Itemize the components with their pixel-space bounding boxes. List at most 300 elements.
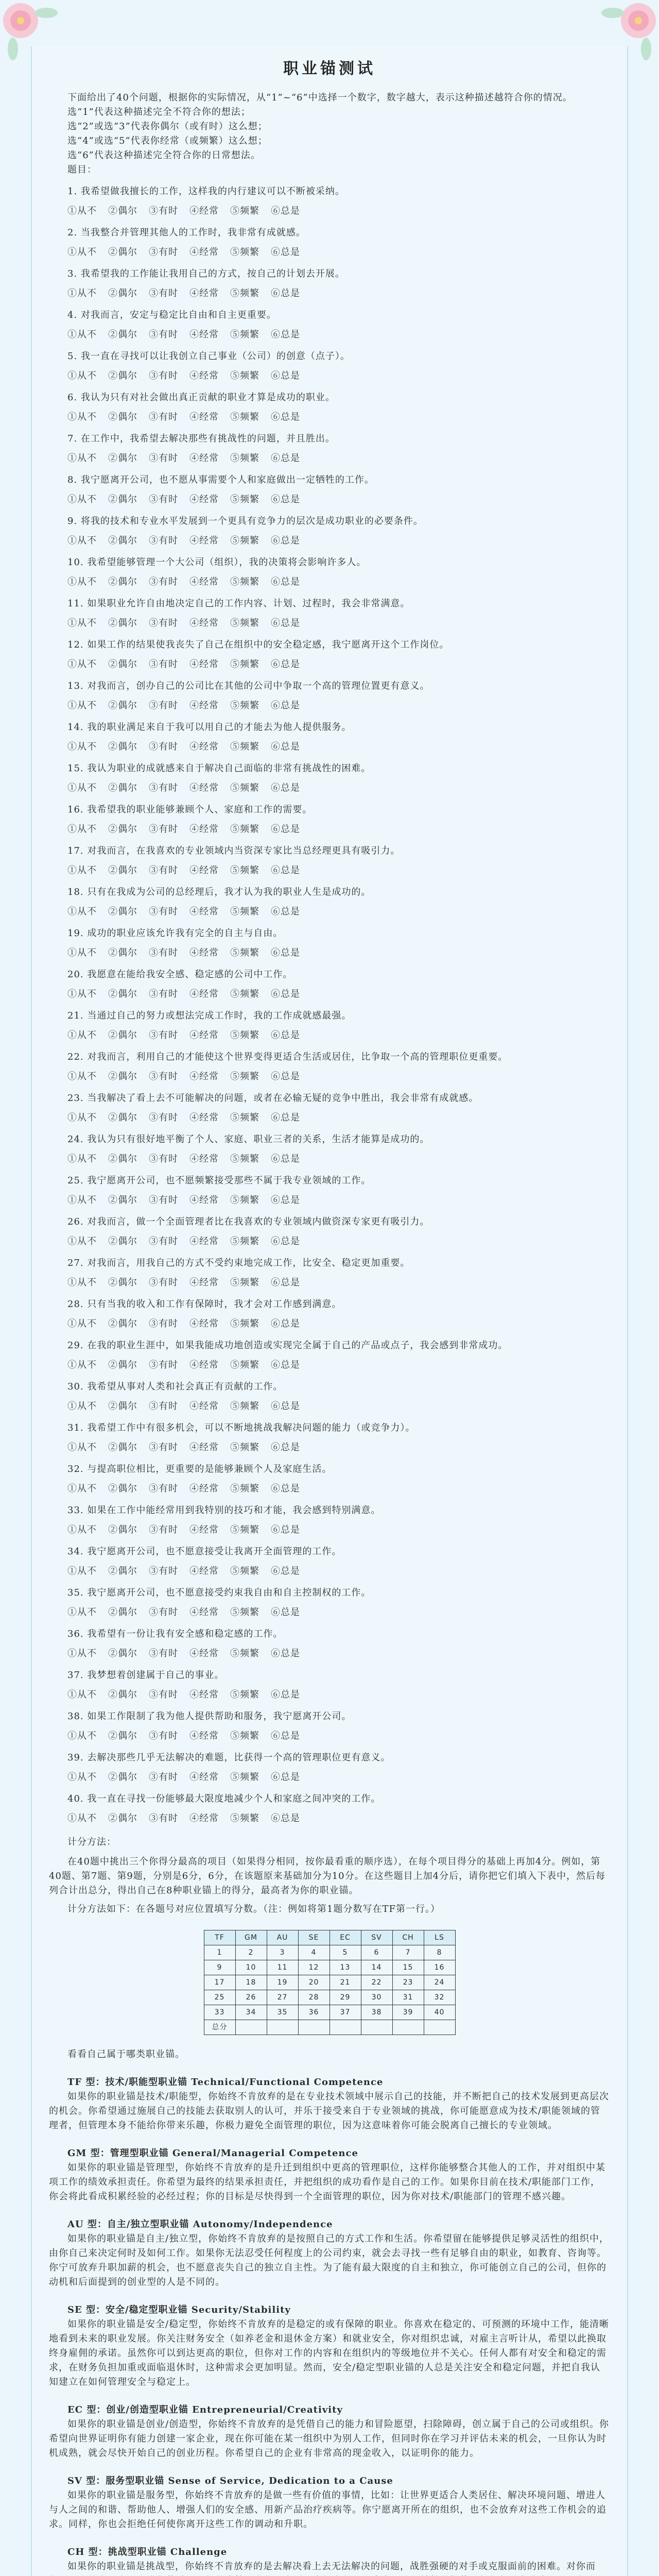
option-label[interactable]: ⑥总是 — [271, 1483, 300, 1494]
option-row — [49, 1564, 610, 1579]
table-total-row — [204, 2020, 455, 2035]
option-label[interactable]: ⑤频繁 — [230, 906, 259, 917]
option-label[interactable]: ⑤频繁 — [230, 1318, 259, 1329]
option-label[interactable]: ④经常 — [189, 741, 219, 752]
option-label[interactable]: ⑤频繁 — [230, 412, 259, 422]
option-label[interactable]: ③有时 — [149, 1071, 178, 1082]
option-label[interactable]: ③有时 — [149, 1731, 178, 1741]
question-item — [49, 555, 610, 589]
table-cell: 总分 — [204, 2020, 235, 2035]
option-label[interactable]: ②偶尔 — [108, 535, 137, 546]
option-label[interactable]: ②偶尔 — [108, 1689, 137, 1700]
intro-section — [49, 91, 610, 177]
option-label[interactable]: ④经常 — [189, 1360, 219, 1370]
option-label[interactable]: ②偶尔 — [108, 1566, 137, 1577]
option-label[interactable]: ③有时 — [149, 618, 178, 629]
option-label[interactable]: ②偶尔 — [108, 659, 137, 670]
option-label[interactable]: ④经常 — [189, 1442, 219, 1453]
option-label[interactable]: ①从不 — [67, 577, 97, 587]
option-label[interactable]: ①从不 — [67, 1607, 97, 1618]
option-label[interactable]: ②偶尔 — [108, 1483, 137, 1494]
option-label[interactable]: ③有时 — [149, 659, 178, 670]
option-label[interactable]: ①从不 — [67, 370, 97, 381]
table-cell — [235, 2020, 267, 2035]
question-text: 21. 当通过自己的努力或想法完成工作时，我的工作成就感最强。 — [67, 1010, 352, 1021]
option-label[interactable]: ①从不 — [67, 700, 97, 711]
option-label[interactable]: ①从不 — [67, 947, 97, 958]
table-header-cell: SV — [361, 1930, 392, 1945]
option-label[interactable]: ①从不 — [67, 1277, 97, 1288]
question-item — [49, 1421, 610, 1455]
option-label[interactable]: ①从不 — [67, 1772, 97, 1783]
table-row — [204, 1975, 455, 1990]
option-label[interactable]: ②偶尔 — [108, 783, 137, 793]
table-cell: 27 — [267, 1990, 298, 2005]
option-label[interactable]: ④经常 — [189, 783, 219, 793]
option-label[interactable]: ⑤频繁 — [230, 1071, 259, 1082]
option-label[interactable]: ④经常 — [189, 1772, 219, 1783]
option-label[interactable]: ③有时 — [149, 329, 178, 340]
option-label[interactable]: ①从不 — [67, 247, 97, 258]
question-text: 36. 我希望有一份让我有安全感和稳定感的工作。 — [67, 1629, 283, 1639]
option-label[interactable]: ①从不 — [67, 618, 97, 629]
option-label[interactable]: ①从不 — [67, 1030, 97, 1041]
option-row — [49, 1028, 610, 1043]
option-label[interactable]: ④经常 — [189, 824, 219, 835]
option-label[interactable]: ②偶尔 — [108, 1030, 137, 1041]
question-text: 26. 对我而言，做一个全面管理者比在我喜欢的专业领域内做资深专家更有吸引力。 — [67, 1216, 430, 1227]
option-label[interactable]: ③有时 — [149, 1607, 178, 1618]
option-label[interactable]: ⑤频繁 — [230, 1731, 259, 1741]
option-label[interactable]: ④经常 — [189, 989, 219, 999]
anchor-heading: SE 型：安全/稳定型职业锚 Security/Stability — [67, 2304, 291, 2315]
option-label[interactable]: ③有时 — [149, 1772, 178, 1783]
option-label[interactable]: ①从不 — [67, 741, 97, 752]
option-label[interactable]: ⑥总是 — [271, 1154, 300, 1164]
question-item — [49, 1462, 610, 1496]
question-item — [49, 1503, 610, 1537]
table-cell: 26 — [235, 1990, 267, 2005]
option-label[interactable]: ④经常 — [189, 1318, 219, 1329]
option-label[interactable]: ⑥总是 — [271, 412, 300, 422]
option-label[interactable]: ②偶尔 — [108, 947, 137, 958]
option-label[interactable]: ⑥总是 — [271, 1030, 300, 1041]
option-label[interactable]: ②偶尔 — [108, 453, 137, 464]
option-label[interactable]: ③有时 — [149, 906, 178, 917]
option-label[interactable]: ⑥总是 — [271, 989, 300, 999]
table-cell: 21 — [330, 1975, 361, 1990]
option-label[interactable]: ④经常 — [189, 1689, 219, 1700]
option-label[interactable]: ⑥总是 — [271, 1648, 300, 1659]
option-label[interactable]: ①从不 — [67, 1154, 97, 1164]
option-label[interactable]: ⑤频繁 — [230, 1524, 259, 1535]
option-label[interactable]: ④经常 — [189, 1236, 219, 1247]
option-label[interactable]: ④经常 — [189, 700, 219, 711]
option-label[interactable]: ①从不 — [67, 535, 97, 546]
option-label[interactable]: ⑤频繁 — [230, 206, 259, 216]
option-label[interactable]: ⑥总是 — [271, 1689, 300, 1700]
option-label[interactable]: ③有时 — [149, 1813, 178, 1824]
option-label[interactable]: ⑤频繁 — [230, 1401, 259, 1412]
option-label[interactable]: ⑤频繁 — [230, 329, 259, 340]
option-label[interactable]: ③有时 — [149, 453, 178, 464]
table-header-cell: AU — [267, 1930, 298, 1945]
intro-line: 选“4”或选“5”代表你经常（或频繁）这么想； — [67, 135, 268, 146]
option-label[interactable]: ①从不 — [67, 783, 97, 793]
option-label[interactable]: ⑥总是 — [271, 1442, 300, 1453]
option-label[interactable]: ④经常 — [189, 577, 219, 587]
option-label[interactable]: ⑤频繁 — [230, 1813, 259, 1824]
option-label[interactable]: ①从不 — [67, 1689, 97, 1700]
option-label[interactable]: ⑥总是 — [271, 824, 300, 835]
option-label[interactable]: ⑥总是 — [271, 659, 300, 670]
option-label[interactable]: ⑥总是 — [271, 1360, 300, 1370]
option-label[interactable]: ③有时 — [149, 1360, 178, 1370]
option-label[interactable]: ①从不 — [67, 453, 97, 464]
option-label[interactable]: ③有时 — [149, 783, 178, 793]
option-label[interactable]: ③有时 — [149, 1236, 178, 1247]
option-label[interactable]: ④经常 — [189, 329, 219, 340]
question-item — [49, 514, 610, 548]
option-label[interactable]: ⑥总是 — [271, 329, 300, 340]
option-label[interactable]: ⑤频繁 — [230, 659, 259, 670]
option-label[interactable]: ③有时 — [149, 370, 178, 381]
option-label[interactable]: ⑤频繁 — [230, 453, 259, 464]
option-label[interactable]: ③有时 — [149, 1648, 178, 1659]
option-label[interactable]: ⑥总是 — [271, 1524, 300, 1535]
option-label[interactable]: ②偶尔 — [108, 288, 137, 299]
option-label[interactable]: ①从不 — [67, 906, 97, 917]
option-label[interactable]: ①从不 — [67, 865, 97, 876]
option-label[interactable]: ⑥总是 — [271, 1071, 300, 1082]
option-label[interactable]: ④经常 — [189, 288, 219, 299]
option-label[interactable]: ②偶尔 — [108, 1524, 137, 1535]
option-label[interactable]: ③有时 — [149, 741, 178, 752]
table-row — [204, 1990, 455, 2005]
table-cell — [361, 2020, 392, 2035]
option-label[interactable]: ③有时 — [149, 1524, 178, 1535]
option-label[interactable]: ⑥总是 — [271, 1813, 300, 1824]
option-label[interactable]: ①从不 — [67, 1566, 97, 1577]
option-label[interactable]: ②偶尔 — [108, 494, 137, 505]
option-label[interactable]: ④经常 — [189, 1154, 219, 1164]
option-label[interactable]: ⑤频繁 — [230, 247, 259, 258]
option-label[interactable]: ②偶尔 — [108, 700, 137, 711]
question-text: 37. 我梦想着创建属于自己的事业。 — [67, 1670, 224, 1681]
option-label[interactable]: ④经常 — [189, 865, 219, 876]
option-label[interactable]: ③有时 — [149, 1483, 178, 1494]
option-label[interactable]: ①从不 — [67, 288, 97, 299]
option-label[interactable]: ⑤频繁 — [230, 865, 259, 876]
option-row — [49, 863, 610, 878]
option-label[interactable]: ①从不 — [67, 206, 97, 216]
option-label[interactable]: ③有时 — [149, 1154, 178, 1164]
question-text: 40. 我一直在寻找一份能够最大限度地减少个人和家庭之间冲突的工作。 — [67, 1793, 381, 1804]
option-label[interactable]: ④经常 — [189, 1071, 219, 1082]
option-label[interactable]: ④经常 — [189, 1401, 219, 1412]
option-label[interactable]: ④经常 — [189, 494, 219, 505]
option-label[interactable]: ⑤频繁 — [230, 700, 259, 711]
option-label[interactable]: ⑥总是 — [271, 618, 300, 629]
option-label[interactable]: ①从不 — [67, 1524, 97, 1535]
option-label[interactable]: ④经常 — [189, 412, 219, 422]
option-label[interactable]: ⑤频繁 — [230, 783, 259, 793]
option-label[interactable]: ⑥总是 — [271, 247, 300, 258]
question-text: 30. 我希望从事对人类和社会真正有贡献的工作。 — [67, 1381, 283, 1392]
option-label[interactable]: ⑥总是 — [271, 865, 300, 876]
option-label[interactable]: ⑥总是 — [271, 1772, 300, 1783]
option-label[interactable]: ⑥总是 — [271, 1236, 300, 1247]
option-label[interactable]: ②偶尔 — [108, 1442, 137, 1453]
question-text: 13. 对我而言，创办自己的公司比在其他的公司中争取一个高的管理位置更有意义。 — [67, 681, 430, 691]
option-label[interactable]: ①从不 — [67, 1071, 97, 1082]
option-label[interactable]: ④经常 — [189, 1483, 219, 1494]
option-label[interactable]: ⑤频繁 — [230, 1689, 259, 1700]
option-label[interactable]: ⑥总是 — [271, 906, 300, 917]
option-label[interactable]: ⑥总是 — [271, 370, 300, 381]
question-text: 39. 去解决那些几乎无法解决的难题，比获得一个高的管理职位更有意义。 — [67, 1752, 391, 1763]
option-label[interactable]: ①从不 — [67, 1648, 97, 1659]
option-label[interactable]: ④经常 — [189, 247, 219, 258]
option-label[interactable]: ①从不 — [67, 412, 97, 422]
option-label[interactable]: ②偶尔 — [108, 206, 137, 216]
option-label[interactable]: ③有时 — [149, 1195, 178, 1206]
option-label[interactable]: ⑤频繁 — [230, 741, 259, 752]
option-label[interactable]: ③有时 — [149, 1318, 178, 1329]
option-label[interactable]: ③有时 — [149, 1112, 178, 1123]
option-row — [49, 1358, 610, 1372]
option-label[interactable]: ⑤频繁 — [230, 824, 259, 835]
table-cell: 33 — [204, 2005, 235, 2020]
option-label[interactable]: ②偶尔 — [108, 329, 137, 340]
option-label[interactable]: ⑥总是 — [271, 206, 300, 216]
option-row — [49, 410, 610, 425]
option-row — [49, 1729, 610, 1743]
option-label[interactable]: ②偶尔 — [108, 577, 137, 587]
option-label[interactable]: ③有时 — [149, 412, 178, 422]
option-label[interactable]: ②偶尔 — [108, 865, 137, 876]
option-label[interactable]: ②偶尔 — [108, 247, 137, 258]
table-cell: 28 — [298, 1990, 330, 2005]
question-item — [49, 1091, 610, 1125]
option-label[interactable]: ⑤频繁 — [230, 1360, 259, 1370]
question-text: 2. 当我整合并管理其他人的工作时，我非常有成就感。 — [67, 227, 306, 238]
option-label[interactable]: ④经常 — [189, 453, 219, 464]
option-label[interactable]: ④经常 — [189, 1277, 219, 1288]
option-label[interactable]: ⑥总是 — [271, 1607, 300, 1618]
option-label[interactable]: ②偶尔 — [108, 1813, 137, 1824]
option-label[interactable]: ⑥总是 — [271, 1112, 300, 1123]
option-label[interactable]: ②偶尔 — [108, 618, 137, 629]
option-label[interactable]: ①从不 — [67, 1401, 97, 1412]
question-text: 23. 当我解决了看上去不可能解决的问题，或者在必输无疑的竞争中胜出，我会非常有成就感。 — [67, 1093, 479, 1104]
option-label[interactable]: ⑤频繁 — [230, 618, 259, 629]
option-label[interactable]: ⑥总是 — [271, 741, 300, 752]
table-cell — [424, 2020, 455, 2035]
option-label[interactable]: ④经常 — [189, 659, 219, 670]
anchor-body: 如果你的职业锚是服务型，你始终不肯放弃的是做一些有价值的事情，比如：让世界更适合人类居住、解决环境问题、增进人与人之间的和谐、帮助他人、增强人们的安全感、用新产品治疗疾病等。你宁愿离开所在的组织，也不会放弃对这些工作机会的追求。同样，你也会拒绝任何使你离开这些工作的调动和升职。 — [49, 2490, 606, 2530]
question-item — [49, 844, 610, 878]
option-label[interactable]: ③有时 — [149, 494, 178, 505]
option-label[interactable]: ④经常 — [189, 1607, 219, 1618]
option-label[interactable]: ②偶尔 — [108, 989, 137, 999]
option-label[interactable]: ②偶尔 — [108, 1195, 137, 1206]
option-label[interactable]: ④经常 — [189, 1195, 219, 1206]
option-label[interactable]: ⑥总是 — [271, 577, 300, 587]
option-label[interactable]: ⑤频繁 — [230, 1030, 259, 1041]
option-label[interactable]: ①从不 — [67, 1813, 97, 1824]
option-label[interactable]: ②偶尔 — [108, 906, 137, 917]
option-label[interactable]: ④经常 — [189, 618, 219, 629]
option-label[interactable]: ①从不 — [67, 494, 97, 505]
question-item — [49, 184, 610, 218]
option-label[interactable]: ④经常 — [189, 1566, 219, 1577]
option-label[interactable]: ③有时 — [149, 1030, 178, 1041]
intro-line: 选“1”代表这种描述完全不符合你的想法； — [67, 107, 251, 117]
option-label[interactable]: ③有时 — [149, 947, 178, 958]
option-label[interactable]: ⑥总是 — [271, 1731, 300, 1741]
option-label[interactable]: ④经常 — [189, 1648, 219, 1659]
table-header-cell: LS — [424, 1930, 455, 1945]
option-label[interactable]: ②偶尔 — [108, 1648, 137, 1659]
option-label[interactable]: ①从不 — [67, 989, 97, 999]
question-item — [49, 968, 610, 1002]
option-label[interactable]: ⑤频繁 — [230, 1607, 259, 1618]
option-label[interactable]: ④经常 — [189, 1112, 219, 1123]
option-label[interactable]: ⑤频繁 — [230, 577, 259, 587]
option-label[interactable]: ⑤频繁 — [230, 1112, 259, 1123]
option-label[interactable]: ②偶尔 — [108, 1154, 137, 1164]
option-label[interactable]: ⑤频繁 — [230, 1195, 259, 1206]
option-label[interactable]: ④经常 — [189, 535, 219, 546]
option-label[interactable]: ②偶尔 — [108, 1071, 137, 1082]
option-label[interactable]: ⑥总是 — [271, 783, 300, 793]
option-label[interactable]: ⑥总是 — [271, 453, 300, 464]
option-label[interactable]: ⑤频繁 — [230, 1154, 259, 1164]
question-item — [49, 803, 610, 837]
option-label[interactable]: ②偶尔 — [108, 370, 137, 381]
option-label[interactable]: ⑥总是 — [271, 535, 300, 546]
option-label[interactable]: ⑤频繁 — [230, 947, 259, 958]
option-label[interactable]: ②偶尔 — [108, 1772, 137, 1783]
option-row — [49, 616, 610, 631]
option-label[interactable]: ⑤频繁 — [230, 535, 259, 546]
anchor-heading: EC 型：创业/创造型职业锚 Entrepreneurial/Creativity — [67, 2404, 343, 2415]
option-label[interactable]: ①从不 — [67, 659, 97, 670]
option-label[interactable]: ②偶尔 — [108, 1236, 137, 1247]
option-label[interactable]: ①从不 — [67, 1112, 97, 1123]
option-label[interactable]: ③有时 — [149, 1689, 178, 1700]
question-item — [49, 391, 610, 425]
option-label[interactable]: ③有时 — [149, 247, 178, 258]
option-label[interactable]: ④经常 — [189, 1813, 219, 1824]
option-label[interactable]: ⑥总是 — [271, 1318, 300, 1329]
option-label[interactable]: ①从不 — [67, 1236, 97, 1247]
question-text: 19. 成功的职业应该允许我有完全的自主与自由。 — [67, 928, 283, 939]
option-label[interactable]: ②偶尔 — [108, 1360, 137, 1370]
option-label[interactable]: ③有时 — [149, 989, 178, 999]
option-label[interactable]: ③有时 — [149, 700, 178, 711]
option-label[interactable]: ⑤频繁 — [230, 1236, 259, 1247]
option-label[interactable]: ③有时 — [149, 1442, 178, 1453]
option-label[interactable]: ⑤频繁 — [230, 370, 259, 381]
option-label[interactable]: ⑥总是 — [271, 1277, 300, 1288]
option-label[interactable]: ⑤频繁 — [230, 288, 259, 299]
option-label[interactable]: ②偶尔 — [108, 412, 137, 422]
option-label[interactable]: ⑤频繁 — [230, 1483, 259, 1494]
option-label[interactable]: ②偶尔 — [108, 1401, 137, 1412]
option-label[interactable]: ①从不 — [67, 1731, 97, 1741]
option-label[interactable]: ③有时 — [149, 1566, 178, 1577]
option-label[interactable]: ①从不 — [67, 1195, 97, 1206]
option-label[interactable]: ④经常 — [189, 1524, 219, 1535]
option-label[interactable]: ⑤频繁 — [230, 1442, 259, 1453]
option-row — [49, 1317, 610, 1331]
option-label[interactable]: ⑤频繁 — [230, 494, 259, 505]
option-label[interactable]: ①从不 — [67, 824, 97, 835]
option-label[interactable]: ①从不 — [67, 1318, 97, 1329]
option-label[interactable]: ③有时 — [149, 1401, 178, 1412]
option-label[interactable]: ⑥总是 — [271, 1566, 300, 1577]
option-label[interactable]: ②偶尔 — [108, 741, 137, 752]
option-label[interactable]: ①从不 — [67, 1442, 97, 1453]
option-label[interactable]: ⑥总是 — [271, 494, 300, 505]
option-label[interactable]: ③有时 — [149, 288, 178, 299]
option-label[interactable]: ②偶尔 — [108, 1607, 137, 1618]
option-label[interactable]: ⑥总是 — [271, 1195, 300, 1206]
option-label[interactable]: ③有时 — [149, 206, 178, 216]
table-cell: 38 — [361, 2005, 392, 2020]
option-label[interactable]: ②偶尔 — [108, 824, 137, 835]
option-label[interactable]: ④经常 — [189, 947, 219, 958]
option-label[interactable]: ②偶尔 — [108, 1731, 137, 1741]
option-label[interactable]: ②偶尔 — [108, 1112, 137, 1123]
table-cell: 2 — [235, 1945, 267, 1960]
option-label[interactable]: ⑤频繁 — [230, 1566, 259, 1577]
option-label[interactable]: ⑤频繁 — [230, 1277, 259, 1288]
option-label[interactable]: ⑥总是 — [271, 700, 300, 711]
option-label[interactable]: ④经常 — [189, 906, 219, 917]
option-label[interactable]: ③有时 — [149, 865, 178, 876]
table-cell: 40 — [424, 2005, 455, 2020]
question-text: 12. 如果工作的结果使我丧失了自己在组织中的安全稳定感，我宁愿离开这个工作岗位。 — [67, 639, 449, 650]
option-label[interactable]: ⑥总是 — [271, 1401, 300, 1412]
option-label[interactable]: ④经常 — [189, 206, 219, 216]
option-label[interactable]: ④经常 — [189, 1030, 219, 1041]
option-label[interactable]: ①从不 — [67, 1483, 97, 1494]
option-label[interactable]: ②偶尔 — [108, 1277, 137, 1288]
option-label[interactable]: ⑥总是 — [271, 947, 300, 958]
option-label[interactable]: ③有时 — [149, 824, 178, 835]
option-label[interactable]: ④经常 — [189, 1731, 219, 1741]
option-label[interactable]: ①从不 — [67, 329, 97, 340]
option-label[interactable]: ②偶尔 — [108, 1318, 137, 1329]
question-item — [49, 308, 610, 342]
option-row — [49, 204, 610, 218]
option-label[interactable]: ③有时 — [149, 577, 178, 587]
option-row — [49, 1523, 610, 1537]
option-label[interactable]: ③有时 — [149, 535, 178, 546]
option-label[interactable]: ⑥总是 — [271, 288, 300, 299]
option-row — [49, 1482, 610, 1496]
option-row — [49, 1070, 610, 1084]
option-label[interactable]: ③有时 — [149, 1277, 178, 1288]
option-label[interactable]: ⑤频繁 — [230, 1648, 259, 1659]
option-label[interactable]: ①从不 — [67, 1360, 97, 1370]
option-label[interactable]: ⑤频繁 — [230, 1772, 259, 1783]
option-label[interactable]: ⑤频繁 — [230, 989, 259, 999]
option-label[interactable]: ④经常 — [189, 370, 219, 381]
